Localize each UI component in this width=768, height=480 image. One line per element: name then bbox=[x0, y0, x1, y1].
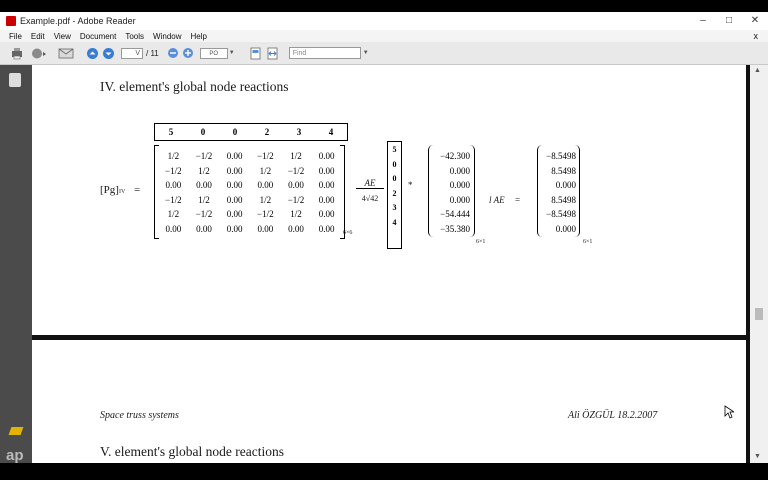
matrix-cell: 0.00 bbox=[165, 180, 182, 190]
matrix-cell: 0.00 bbox=[226, 194, 243, 205]
matrix-size-label: 6×6 bbox=[343, 230, 353, 236]
arrow-down-icon bbox=[102, 47, 115, 60]
displacement-cell: −35.380 bbox=[440, 223, 470, 234]
menu-bar bbox=[0, 30, 768, 42]
envelope-icon bbox=[58, 47, 74, 60]
matrix-cell: 0.00 bbox=[257, 223, 274, 234]
displacement-cell: −42.300 bbox=[440, 151, 470, 161]
section-heading-v: V. element's global node reactions bbox=[100, 444, 285, 459]
zoom-group bbox=[200, 46, 235, 60]
matrix-cell: 0.00 bbox=[196, 223, 212, 234]
matrix-cell: 0.00 bbox=[226, 180, 243, 190]
find-group bbox=[289, 46, 369, 60]
dof-header-cell: 3 bbox=[296, 127, 302, 137]
displacement-vector bbox=[428, 149, 470, 236]
displacement-cell: 0.000 bbox=[449, 165, 470, 176]
matrix-cell: −1/2 bbox=[257, 151, 274, 161]
sign-pen-icon[interactable] bbox=[9, 427, 24, 435]
menu-tools[interactable]: Tools bbox=[125, 31, 145, 41]
matrix-cell: 0.00 bbox=[196, 180, 212, 190]
arrow-up-icon bbox=[86, 47, 99, 60]
pg-label bbox=[100, 184, 140, 196]
matrix-cell: −1/2 bbox=[165, 165, 182, 176]
matrix-cell: −1/2 bbox=[195, 151, 213, 161]
matrix-cell: 1/2 bbox=[259, 165, 272, 176]
matrix-cell: 0.00 bbox=[226, 223, 243, 234]
disp-size-label: 6×1 bbox=[476, 239, 486, 245]
dof-header-cell: 4 bbox=[328, 127, 334, 137]
fit-width-icon bbox=[266, 47, 279, 60]
matrix-cell: 1/2 bbox=[167, 151, 180, 161]
matrix-cell: 0.00 bbox=[318, 165, 335, 176]
dof-vector-cell: 4 bbox=[392, 217, 397, 227]
pg-label-subscript: IV bbox=[118, 189, 126, 195]
menu-help[interactable]: Help bbox=[190, 31, 207, 41]
previous-page-button[interactable] bbox=[86, 46, 99, 60]
menu-view[interactable]: View bbox=[53, 31, 71, 41]
adobe-reader-icon bbox=[6, 16, 16, 26]
toolbar bbox=[0, 42, 768, 65]
title-bar bbox=[0, 12, 768, 30]
matrix-cell: 0.00 bbox=[165, 223, 182, 234]
displacement-cell: 0.000 bbox=[449, 180, 470, 190]
result-cell: 0.000 bbox=[555, 180, 576, 190]
document-view[interactable] bbox=[32, 65, 754, 463]
print-button[interactable] bbox=[10, 46, 24, 60]
dof-vector-cell: 0 bbox=[392, 159, 397, 169]
email-button[interactable] bbox=[58, 46, 74, 60]
matrix-cell: −1/2 bbox=[195, 209, 213, 219]
matrix-cell: 0.00 bbox=[226, 165, 243, 176]
matrix-cell: 0.00 bbox=[318, 180, 335, 190]
dof-vector-cell: 5 bbox=[392, 145, 397, 154]
menu-document[interactable]: Document bbox=[79, 31, 117, 41]
dof-vector-cell: 3 bbox=[392, 203, 397, 212]
maximize-button[interactable]: □ bbox=[725, 15, 733, 26]
page-total: / 11 bbox=[146, 48, 159, 58]
find-input[interactable]: Find bbox=[289, 47, 361, 59]
matrix-cell: 1/2 bbox=[167, 209, 180, 219]
app-window bbox=[0, 12, 768, 463]
fit-width-button[interactable] bbox=[266, 46, 279, 60]
matrix-cell: 0.00 bbox=[226, 151, 243, 161]
matrix-cell: −1/2 bbox=[287, 194, 305, 205]
pages-panel-icon[interactable] bbox=[9, 73, 21, 87]
matrix-cell: 0.00 bbox=[318, 209, 335, 219]
close-document-button[interactable]: x bbox=[753, 31, 758, 41]
matrix-cell: 0.00 bbox=[318, 223, 335, 234]
matrix-cell: 1/2 bbox=[290, 151, 302, 161]
matrix-cell: −1/2 bbox=[287, 165, 305, 176]
next-page-button[interactable] bbox=[102, 46, 115, 60]
stiffness-matrix bbox=[158, 149, 342, 236]
close-button[interactable]: ✕ bbox=[750, 15, 760, 26]
window-title: Example.pdf - Adobe Reader bbox=[20, 16, 136, 26]
matrix-cell: 0.00 bbox=[288, 223, 304, 234]
matrix-cell: 0.00 bbox=[257, 180, 274, 190]
matrix-cell: 0.00 bbox=[226, 209, 243, 219]
factor-denominator: 4√42 bbox=[361, 194, 379, 203]
dof-header-cell: 0 bbox=[232, 127, 238, 137]
result-cell: −8.5498 bbox=[546, 209, 576, 219]
per-ae-label: l AE bbox=[489, 195, 505, 205]
result-cell: 8.5498 bbox=[551, 194, 576, 205]
mouse-cursor-icon bbox=[724, 405, 734, 419]
dof-header-row bbox=[154, 123, 348, 141]
displacement-cell: 0.000 bbox=[449, 194, 470, 205]
displacement-cell: −54.444 bbox=[440, 209, 470, 219]
matrix-cell: 0.00 bbox=[318, 151, 335, 161]
zoom-select[interactable]: PO bbox=[200, 48, 228, 59]
matrix-cell: −1/2 bbox=[257, 209, 274, 219]
scrollbar-thumb[interactable] bbox=[755, 308, 763, 320]
menu-edit[interactable]: Edit bbox=[30, 31, 45, 41]
multiply-sign: * bbox=[408, 180, 413, 190]
matrix-cell: −1/2 bbox=[165, 194, 182, 205]
result-size-label: 6×1 bbox=[583, 239, 593, 245]
dof-header-cell: 2 bbox=[264, 127, 270, 137]
footer-left: Space truss systems bbox=[100, 410, 179, 421]
section-heading-iv: IV. element's global node reactions bbox=[100, 79, 289, 94]
dof-vector-cell: 0 bbox=[392, 174, 397, 183]
page-break bbox=[32, 335, 750, 340]
disp-right-bracket bbox=[470, 145, 475, 237]
navigation-pane bbox=[0, 65, 32, 463]
menu-file[interactable]: File bbox=[9, 31, 22, 41]
share-icon bbox=[30, 47, 48, 60]
zoom-in-icon bbox=[182, 47, 194, 59]
zoom-in-button[interactable] bbox=[182, 46, 194, 60]
watermark-text: ap bbox=[6, 447, 24, 464]
dof-header-cell: 0 bbox=[200, 127, 206, 137]
menu-window[interactable]: Window bbox=[153, 31, 182, 41]
result-cell: 0.000 bbox=[555, 223, 576, 234]
dof-header-cell: 5 bbox=[168, 127, 174, 137]
equals-sign-2: = bbox=[515, 195, 521, 205]
matrix-cell: 0.00 bbox=[288, 180, 304, 190]
page-number-input[interactable]: V bbox=[121, 48, 143, 59]
zoom-out-button[interactable] bbox=[167, 46, 179, 60]
pg-label-text: [Pg] bbox=[100, 184, 119, 196]
scroll-down-icon[interactable]: ▼ bbox=[754, 453, 761, 460]
fit-page-button[interactable] bbox=[249, 46, 262, 60]
result-vector bbox=[537, 149, 576, 236]
matrix-cell: 1/2 bbox=[198, 165, 210, 176]
matrix-cell: 1/2 bbox=[198, 194, 210, 205]
matrix-cell: 1/2 bbox=[290, 209, 302, 219]
result-cell: −8.5498 bbox=[546, 151, 576, 161]
dof-vector-cell: 2 bbox=[392, 188, 397, 198]
printer-icon bbox=[10, 47, 24, 60]
fit-page-icon bbox=[249, 47, 262, 60]
footer-right: Ali ÖZGÜL 18.2.2007 bbox=[568, 410, 658, 421]
matrix-cell: 1/2 bbox=[259, 194, 272, 205]
share-button[interactable] bbox=[30, 46, 48, 60]
result-cell: 8.5498 bbox=[551, 165, 576, 176]
equals-sign: = bbox=[134, 184, 141, 196]
factor-numerator: AE bbox=[356, 178, 384, 189]
minimize-button[interactable]: – bbox=[700, 15, 706, 26]
dof-vector bbox=[387, 143, 402, 230]
find-options-chevron-icon[interactable]: ▼ bbox=[362, 50, 369, 56]
scroll-up-icon[interactable]: ▲ bbox=[754, 67, 761, 74]
matrix-cell: 0.00 bbox=[318, 194, 335, 205]
page-number-group bbox=[121, 46, 159, 60]
zoom-out-icon bbox=[167, 47, 179, 59]
vertical-scrollbar[interactable] bbox=[750, 65, 768, 463]
chevron-down-icon[interactable]: ▼ bbox=[228, 50, 235, 56]
